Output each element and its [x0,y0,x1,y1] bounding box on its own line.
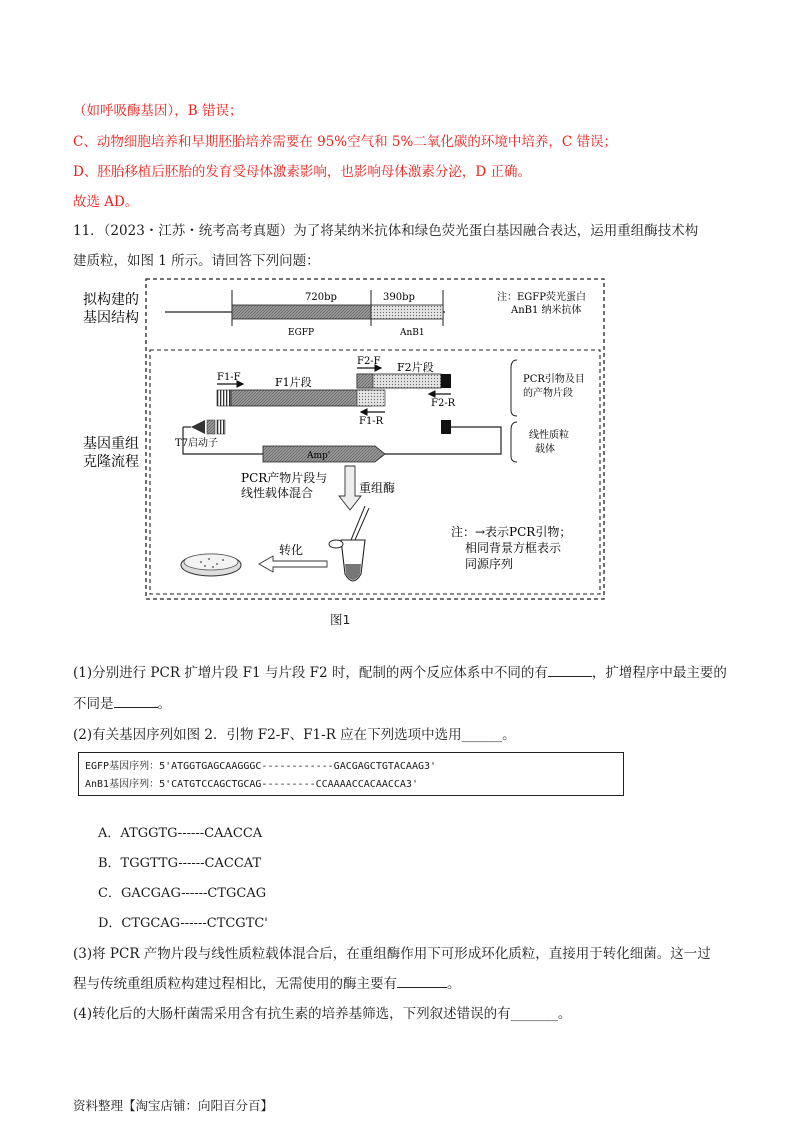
flow-label-1: 基因重组 [83,436,139,452]
option-b[interactable]: B．TGGTTG------CACCAT [98,856,262,871]
note-bottom-2: 相同背景方框表示 [465,541,562,555]
q1-line-2 [73,692,171,712]
bp-egfp-label: 720bp [305,292,337,303]
recombinase-label: 重组酶 [359,481,396,495]
question-11-line-1: 11．（2023・江苏・统考高考真题）为了将某纳米抗体和绿色荧光蛋白基因融合表达，运用重组酶技术构 [73,223,699,239]
q1-line-1 [73,661,727,681]
q1-text-1: (1)分别进行 PCR 扩增片段 F1 与片段 F2 时，配制的两个反应体系中不同的有 [73,665,548,681]
note-top-2: AnB1 纳米抗体 [511,305,582,316]
f2-fragment-label: F2片段 [397,361,434,374]
note-top-1: 注：EGFP荧光蛋白 [497,292,586,303]
process-down-arrow [339,466,361,510]
transform-arrow [259,556,327,572]
q1-blank-1[interactable] [548,664,592,677]
option-c[interactable]: C．GACGAG------CTGCAG [98,886,267,901]
t7-promoter-label: T7启动子 [175,438,219,449]
answer-line-4: 故选 AD。 [73,194,139,210]
answer-line-2: C、动物细胞培养和早期胚胎培养需要在 95%空气和 5%二氧化碳的环境中培养，C 错误； [73,134,617,150]
question-11-line-2: 建质粒，如图 1 所示。请回答下列问题： [73,253,320,269]
gene-structure-label-2: 基因结构 [83,310,139,326]
anb1-segment [371,305,443,319]
q1-text-2: 不同是 [73,696,114,712]
figure-1 [83,278,605,600]
pcr-label-1: PCR引物及目 [523,374,585,385]
transform-label: 转化 [279,543,304,557]
q3-line-1: (3)将 PCR 产物片段与线性质粒载体混合后，在重组酶作用下可形成环化质粒，直接用于转化细菌。这一过 [73,946,711,962]
egfp-label: EGFP [288,328,315,338]
f1f-label: F1-F [217,372,241,383]
figure-caption: 图1 [330,612,351,627]
sequence-box [78,752,624,796]
q3-blank[interactable] [397,975,447,988]
option-a[interactable]: A．ATGGTG------CAACCA [98,826,263,841]
q4-line: (4)转化后的大肠杆菌需采用含有抗生素的培养基筛选，下列叙述错误的有_______。 [73,1006,572,1022]
answer-line-3: D、胚胎移植后胚胎的发育受母体激素影响，也影响母体激素分泌，D 正确。 [73,164,531,180]
bp-anb1-label: 390bp [383,292,415,303]
pcr-label-2: 的产物片段 [523,388,573,399]
anb1-label: AnB1 [400,328,425,338]
q3-line-2 [73,972,461,992]
f1-fragment-label: F1片段 [275,376,312,389]
mix-text-2: 线性载体混合 [241,486,314,500]
linear-plasmid-label-2: 载体 [535,444,555,455]
q2-line: (2)有关基因序列如图 2．引物 F2-F、F1-R 应在下列选项中选用______。 [73,727,516,743]
gene-structure-label-1: 拟构建的 [83,292,139,308]
egfp-sequence: EGFP基因序列：5'ATGGTGAGCAAGGGC------------GACGAGCTGTACAAG3' [85,761,437,772]
f1-fragment [231,390,371,406]
f1r-label: F1-R [359,416,384,427]
anb1-sequence: AnB1基因序列：5'CATGTCCAGCTGCAG---------CCAAAACCACAACCA3' [85,779,418,790]
linear-plasmid-label-1: 线性质粒 [529,430,569,441]
q3-text-2: 程与传统重组质粒构建过程相比，无需使用的酶主要有 [73,976,397,992]
answer-line-1: （如呼吸酶基因），B 错误； [73,103,243,119]
note-bottom-1: 注：→表示PCR引物； [451,525,572,539]
q3-text-2-end: 。 [447,976,461,992]
f2f-label: F2-F [357,356,381,367]
q1-text-1-end: ，扩增程序中最主要的 [591,665,727,681]
amp-label: Amp' [307,451,331,461]
note-bottom-3: 同源序列 [465,557,514,571]
q1-blank-2[interactable] [114,695,158,708]
egfp-segment [232,305,371,319]
q1-text-2-end: 。 [157,696,171,712]
flow-label-2: 克隆流程 [83,454,139,470]
f2r-label: F2-R [431,398,456,409]
mix-text-1: PCR产物片段与 [241,471,328,485]
option-d[interactable]: D．CTGCAG------CTCGTC' [98,916,268,931]
footer-source: 资料整理【淘宝店铺：向阳百分百】 [73,1098,274,1113]
